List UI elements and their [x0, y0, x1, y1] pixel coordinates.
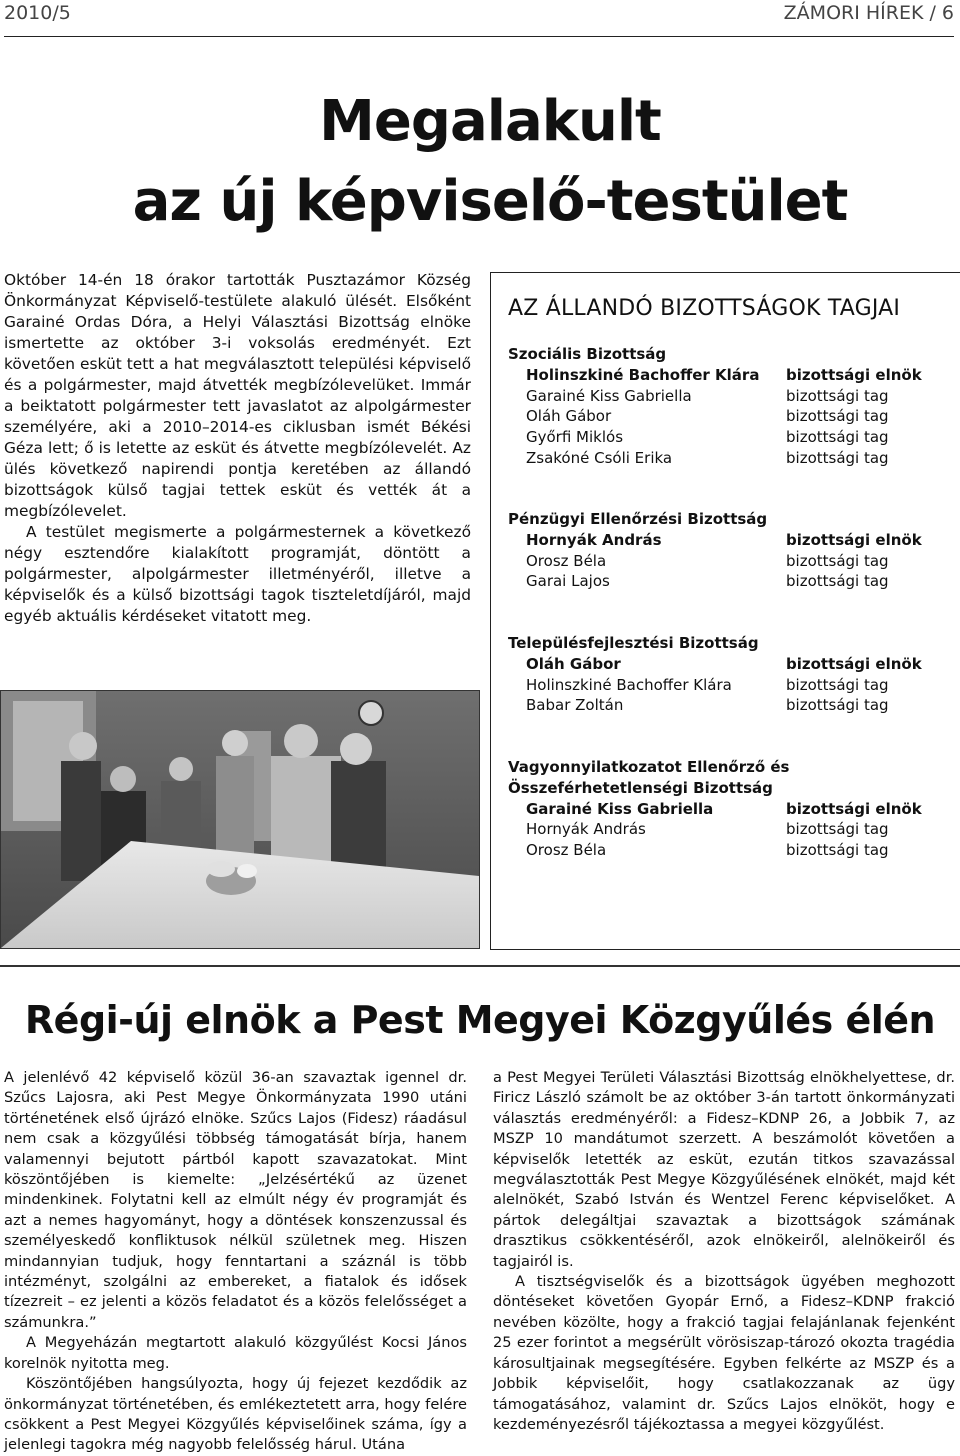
member-role: bizottsági tag: [786, 675, 889, 694]
article1-title-line2: az új képviselő-testület: [132, 169, 848, 234]
member-role: bizottsági tag: [786, 696, 889, 715]
member-role: bizottsági tag: [786, 841, 889, 860]
committee-member-row: [508, 571, 948, 592]
article1-paragraph: A testület megismerte a polgármesternek a következő négy esztendőre kialakított programját, döntött a polgármester, alpolgármester illetményéről, illetve a képviselők és a külső bizottsági tagok tiszteletdíjáról, majd egyéb aktuális kérdéseket vitatott meg.: [4, 523, 471, 625]
committee-member-row: [508, 654, 948, 675]
issue-number: 2010/5: [4, 2, 71, 24]
member-role: bizottsági tag: [786, 407, 889, 426]
member-role: bizottsági tag: [786, 551, 889, 570]
committee-name: Összeférhetetlenségi Bizottság: [508, 778, 773, 797]
committee-member-row: [508, 448, 948, 469]
member-role: bizottsági elnök: [786, 654, 922, 673]
article2-paragraph: A jelenlévő 42 képviselő közül 36-an szavaztak igennel dr. Szűcs Lajosra, aki Pest Megye Önkormányzata 1990 utáni történetének első újrázó elnöke. Szűcs Lajos (Fidesz) ráadásul nem csak a közgyűlési többség támogatását bírja, hanem valamennyi bejutott pártból kapott szavazatokat. Mint köszöntőjében is kiemelte: „Jelzésértékű az üzenet mindenkinek. Folytatni kell az elmúlt négy év programját és azt a nemes hagyományt, hogy a döntések konszenzussal és személyeskedő konfliktusok nélkül születnek meg. Hiszen mindannyian tudjuk, hogy fenntartani a száznál is több intézményt, szolgálni az embereket, a fiatalok és idősek tízezreit – ez jelenti a közös feladatot és a közös felelősséget a számunkra.”: [4, 1069, 467, 1331]
member-name: Hornyák András: [526, 820, 646, 839]
article2-paragraph: A tisztségviselők és a bizottságok ügyében meghozott döntéseket követően Gyopár Ernő, a Fidesz–KDNP frakció nevében közölte, hogy a frakció tagjai felajánlanak fejenként 25 ezer forintot a megsérült vörösiszap-tározó okozta tragédia károsultjainak megsegítésére. Egyben felkérte az MSZP és a Jobbik képviselőit, hogy csatlakozzanak az ügy támogatásához, valamint dr. Szűcs Lajos elnököt, hogy e kezdeményezésről tájékoztassa a megyei közgyűlést.: [493, 1273, 955, 1433]
committee-member-row: [508, 695, 948, 716]
committees-box-title: AZ ÁLLANDÓ BIZOTTSÁGOK TAGJAI: [508, 296, 901, 321]
meeting-photo: [0, 690, 480, 949]
member-name: Oláh Gábor: [526, 654, 621, 673]
committee-name: Településfejlesztési Bizottság: [508, 634, 759, 652]
committee-member-row: [508, 386, 948, 407]
committee-member-row: [508, 551, 948, 572]
committee-member-row: [508, 675, 948, 696]
member-role: bizottsági tag: [786, 572, 889, 591]
committee-member-row: [508, 365, 948, 386]
committee-name: Vagyonnyilatkozatot Ellenőrző és: [508, 758, 790, 776]
page-header: [4, 2, 954, 37]
member-name: Zsakóné Csóli Erika: [526, 448, 673, 467]
section-separator: [0, 965, 960, 967]
committee-development: [508, 633, 948, 716]
member-name: Garainé Kiss Gabriella: [526, 386, 692, 405]
article2-right-column: [493, 1068, 955, 1435]
committee-member-row: [508, 840, 948, 861]
article2-left-column: [4, 1068, 467, 1456]
meeting-photo-image: [1, 691, 479, 948]
member-role: bizottsági tag: [786, 448, 889, 467]
member-name: Holinszkiné Bachoffer Klára: [526, 365, 760, 384]
member-name: Oláh Gábor: [526, 407, 612, 426]
committee-member-row: [508, 819, 948, 840]
article2-paragraph: A Megyeházán megtartott alakuló közgyűlést Kocsi János korelnök nyitotta meg.: [4, 1334, 467, 1372]
member-name: Győrfi Miklós: [526, 428, 624, 447]
member-role: bizottsági elnök: [786, 365, 922, 384]
article1-paragraph: Október 14-én 18 órakor tartották Pusztazámor Község Önkormányzat Képviselő-testülete alakuló ülését. Elsőként Garainé Ordas Dóra, a Helyi Választási Bizottság elnöke ismertette az október 3-i voksolás eredményét. Ezt követően esküt tett a hat megválasztott települési képviselő és a polgármester, majd átvették megbízólevelüket. Immár a beiktatott polgármester tett javaslatot az alpolgármester személyére, aki a 2010–2014-es ciklusban ismét Békési Géza lett; ő is letette az esküt és átvette megbízólevelét. Az ülés következő napirendi pontja keretében az állandó bizottságok külső tagjai tettek esküt és vették át a megbízólevelet.: [4, 271, 471, 520]
member-name: Orosz Béla: [526, 551, 607, 570]
article2-paragraph: Köszöntőjében hangsúlyozta, hogy új fejezet kezdődik az önkormányzat történetében, és emlékeztetett arra, hogy felére csökkent a Pest Megyei Közgyűlés képviselőinek száma, így a jelenlegi tagokra még nagyobb felelősség hárul. Utána: [4, 1375, 467, 1454]
member-name: Garainé Kiss Gabriella: [526, 799, 714, 818]
member-name: Orosz Béla: [526, 841, 607, 860]
member-role: bizottsági elnök: [786, 530, 922, 549]
article1-body: [4, 270, 471, 627]
member-role: bizottsági tag: [786, 820, 889, 839]
committee-finance: [508, 509, 948, 592]
committee-name: Szociális Bizottság: [508, 345, 667, 363]
article2-title: Régi-új elnök a Pest Megyei Közgyűlés élén: [24, 998, 936, 1042]
member-role: bizottsági elnök: [786, 799, 922, 818]
article2-paragraph: a Pest Megyei Területi Választási Bizottság elnökhelyettese, dr. Firicz László számolt be az október 3-án tartott önkormányzati választás eredményéről: a Fidesz–KDNP 26, a Jobbik 7, az MSZP 10 mandátumot szerzett. A beszámolót követően a képviselők letették az esküt, ezután titkos szavazással megválasztották Pest Megye Közgyűlésének elnökét, majd két alelnökét, Szabó István és Wentzel Ferenc képviselőket. A pártok delegáltjai szavaztak a bizottságok számának drasztikus csökkentéséről, azok elnökeiről, alelnökeiről és tagjairól is.: [493, 1069, 955, 1270]
member-role: bizottsági tag: [786, 386, 889, 405]
committee-name: Pénzügyi Ellenőrzési Bizottság: [508, 510, 768, 528]
member-name: Babar Zoltán: [526, 696, 624, 715]
committee-member-row: [508, 530, 948, 551]
publication-page: ZÁMORI HÍREK / 6: [783, 2, 954, 24]
committee-assets: [508, 757, 948, 861]
committee-member-row: [508, 799, 948, 820]
member-name: Hornyák András: [526, 530, 662, 549]
article1-title: [0, 82, 960, 242]
committee-social: [508, 344, 948, 469]
member-role: bizottsági tag: [786, 428, 889, 447]
article1-title-line1: Megalakult: [319, 89, 661, 154]
member-name: Garai Lajos: [526, 572, 610, 591]
member-name: Holinszkiné Bachoffer Klára: [526, 675, 732, 694]
committee-member-row: [508, 427, 948, 448]
committee-member-row: [508, 406, 948, 427]
